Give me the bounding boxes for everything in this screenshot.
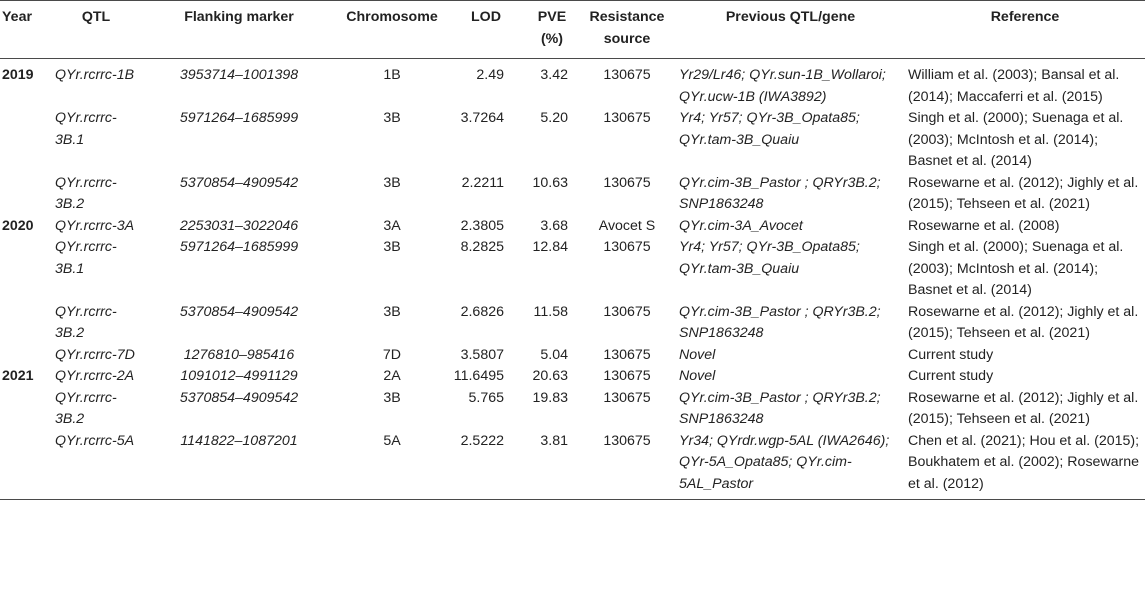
cell-lod: 2.49 bbox=[476, 67, 504, 83]
header-chromosome: Chromosome bbox=[338, 1, 446, 59]
cell-previous: Yr4; Yr57; QYr-3B_Opata85; QYr.tam-3B_Quaiu bbox=[679, 110, 860, 148]
cell-lod: 8.2825 bbox=[460, 239, 504, 255]
cell-chromosome: 7D bbox=[382, 346, 402, 363]
cell-source: 130675 bbox=[603, 239, 651, 255]
cell-source: 130675 bbox=[603, 174, 651, 191]
header-reference: Reference bbox=[905, 1, 1145, 59]
cell-source: 130675 bbox=[603, 389, 651, 406]
table-row bbox=[0, 108, 1145, 173]
cell-pve: 10.63 bbox=[532, 174, 568, 191]
header-previous-qtl-gene: Previous QTL/gene bbox=[676, 1, 905, 59]
cell-year: 2019 bbox=[2, 67, 34, 83]
table-row bbox=[0, 431, 1145, 500]
cell-previous: Novel bbox=[679, 346, 716, 363]
cell-reference: Chen et al. (2021); Hou et al. (2015); Boukhatem et al. (2002); Rosewarne et al. (2012) bbox=[905, 431, 1145, 500]
cell-source: 130675 bbox=[603, 303, 651, 320]
cell-qtl: QYr.rcrrc-2A bbox=[55, 368, 135, 384]
table-row bbox=[0, 366, 1145, 388]
cell-chromosome: 3B bbox=[383, 110, 401, 126]
cell-year bbox=[0, 431, 52, 500]
table-row bbox=[0, 216, 1145, 238]
cell-previous: QYr.cim-3B_Pastor ; QRYr3B.2; SNP1863248 bbox=[679, 174, 881, 212]
cell-previous: QYr.cim-3A_Avocet bbox=[679, 217, 803, 234]
cell-source: 130675 bbox=[578, 431, 676, 500]
cell-source: Avocet S bbox=[598, 217, 656, 234]
cell-pve: 5.20 bbox=[540, 110, 568, 126]
cell-pve: 3.68 bbox=[540, 217, 568, 234]
table-body bbox=[0, 59, 1145, 500]
cell-marker: 5971264–1685999 bbox=[179, 239, 299, 255]
cell-lod: 3.5807 bbox=[460, 346, 504, 363]
cell-year: 2020 bbox=[2, 217, 34, 234]
cell-source: 130675 bbox=[603, 67, 651, 83]
cell-year bbox=[0, 388, 52, 431]
cell-lod: 11.6495 bbox=[453, 368, 504, 384]
table-row bbox=[0, 173, 1145, 216]
cell-source: 130675 bbox=[603, 346, 651, 363]
cell-qtl: QYr.rcrrc-5A bbox=[52, 431, 140, 500]
header-resistance-source: Resistance source bbox=[578, 1, 676, 59]
cell-reference: Current study bbox=[908, 346, 994, 363]
table-header bbox=[0, 1, 1145, 59]
cell-source: 130675 bbox=[603, 368, 651, 384]
cell-chromosome: 3A bbox=[383, 217, 401, 234]
cell-chromosome: 3B bbox=[383, 389, 401, 406]
cell-year bbox=[0, 108, 52, 173]
cell-qtl: QYr.rcrrc-3A bbox=[55, 217, 135, 234]
cell-lod: 2.2211 bbox=[461, 174, 504, 191]
cell-qtl: QYr.rcrrc-3B.1 bbox=[55, 239, 117, 277]
cell-qtl: QYr.rcrrc-1B bbox=[55, 67, 135, 83]
table-row bbox=[0, 388, 1145, 431]
cell-chromosome: 2A bbox=[383, 368, 401, 384]
header-qtl: QTL bbox=[52, 1, 140, 59]
cell-pve: 11.58 bbox=[533, 303, 568, 320]
cell-marker: 1091012–4991129 bbox=[180, 368, 298, 384]
cell-year bbox=[0, 173, 52, 216]
table-row bbox=[0, 345, 1145, 367]
cell-pve: 3.81 bbox=[526, 431, 578, 500]
cell-previous: Novel bbox=[679, 368, 716, 384]
cell-previous: Yr4; Yr57; QYr-3B_Opata85; QYr.tam-3B_Quaiu bbox=[679, 239, 860, 277]
cell-year: 2021 bbox=[2, 368, 34, 384]
cell-qtl: QYr.rcrrc-3B.2 bbox=[55, 174, 117, 212]
cell-year bbox=[0, 345, 52, 367]
cell-marker: 3953714–1001398 bbox=[179, 67, 299, 83]
cell-qtl: QYr.rcrrc-3B.2 bbox=[55, 303, 117, 341]
cell-pve: 20.63 bbox=[532, 368, 568, 384]
cell-pve: 19.83 bbox=[532, 389, 568, 406]
cell-reference: Rosewarne et al. (2008) bbox=[908, 217, 1060, 234]
cell-chromosome: 1B bbox=[383, 67, 401, 83]
table-row bbox=[0, 237, 1145, 302]
cell-previous: Yr34; QYrdr.wgp-5AL (IWA2646); QYr-5A_Opata85; QYr.cim-5AL_Pastor bbox=[676, 431, 905, 500]
header-lod: LOD bbox=[446, 1, 526, 59]
cell-reference: Rosewarne et al. (2012); Jighly et al. (2015); Tehseen et al. (2021) bbox=[908, 303, 1139, 341]
cell-chromosome: 5A bbox=[338, 431, 446, 500]
cell-chromosome: 3B bbox=[383, 174, 401, 191]
cell-reference: Rosewarne et al. (2012); Jighly et al. (2015); Tehseen et al. (2021) bbox=[908, 389, 1139, 427]
cell-marker: 2253031–3022046 bbox=[179, 217, 299, 234]
cell-source: 130675 bbox=[603, 110, 651, 126]
cell-marker: 5370854–4909542 bbox=[179, 174, 299, 191]
cell-reference: Singh et al. (2000); Suenaga et al. (2003); McIntosh et al. (2014); Basnet et al. (2014) bbox=[908, 110, 1124, 169]
cell-marker: 1276810–985416 bbox=[183, 346, 295, 363]
cell-previous: QYr.cim-3B_Pastor ; QRYr3B.2; SNP1863248 bbox=[679, 303, 881, 341]
cell-previous: QYr.cim-3B_Pastor ; QRYr3B.2; SNP1863248 bbox=[679, 389, 881, 427]
cell-reference: Current study bbox=[908, 368, 994, 384]
cell-qtl: QYr.rcrrc-3B.2 bbox=[55, 389, 117, 427]
cell-lod: 5.765 bbox=[468, 389, 504, 406]
cell-reference: William et al. (2003); Bansal et al. (2014); Maccaferri et al. (2015) bbox=[908, 67, 1120, 105]
table-row bbox=[0, 302, 1145, 345]
cell-qtl: QYr.rcrrc-7D bbox=[55, 346, 135, 363]
cell-chromosome: 3B bbox=[383, 303, 401, 320]
cell-marker: 1141822–1087201 bbox=[140, 431, 338, 500]
cell-lod: 2.5222 bbox=[446, 431, 526, 500]
cell-marker: 5971264–1685999 bbox=[179, 110, 299, 126]
cell-pve: 3.42 bbox=[540, 67, 568, 83]
cell-year bbox=[0, 302, 52, 345]
cell-reference: Rosewarne et al. (2012); Jighly et al. (2015); Tehseen et al. (2021) bbox=[908, 174, 1139, 212]
header-flanking-marker: Flanking marker bbox=[140, 1, 338, 59]
cell-previous: Yr29/Lr46; QYr.sun-1B_Wollaroi; QYr.ucw-1B (IWA3892) bbox=[679, 67, 886, 105]
cell-chromosome: 3B bbox=[383, 239, 401, 255]
cell-year bbox=[0, 237, 52, 302]
header-pve: PVE (%) bbox=[526, 1, 578, 59]
cell-lod: 3.7264 bbox=[460, 110, 504, 126]
cell-pve: 5.04 bbox=[540, 346, 568, 363]
cell-marker: 5370854–4909542 bbox=[179, 303, 299, 320]
table-row bbox=[0, 59, 1145, 109]
cell-lod: 2.3805 bbox=[460, 217, 504, 234]
header-row bbox=[0, 1, 1145, 59]
cell-qtl: QYr.rcrrc-3B.1 bbox=[55, 110, 117, 148]
cell-reference: Singh et al. (2000); Suenaga et al. (2003); McIntosh et al. (2014); Basnet et al. (2014) bbox=[908, 239, 1124, 298]
cell-pve: 12.84 bbox=[532, 239, 568, 255]
cell-marker: 5370854–4909542 bbox=[179, 389, 299, 406]
cell-lod: 2.6826 bbox=[460, 303, 504, 320]
header-year: Year bbox=[0, 1, 52, 59]
